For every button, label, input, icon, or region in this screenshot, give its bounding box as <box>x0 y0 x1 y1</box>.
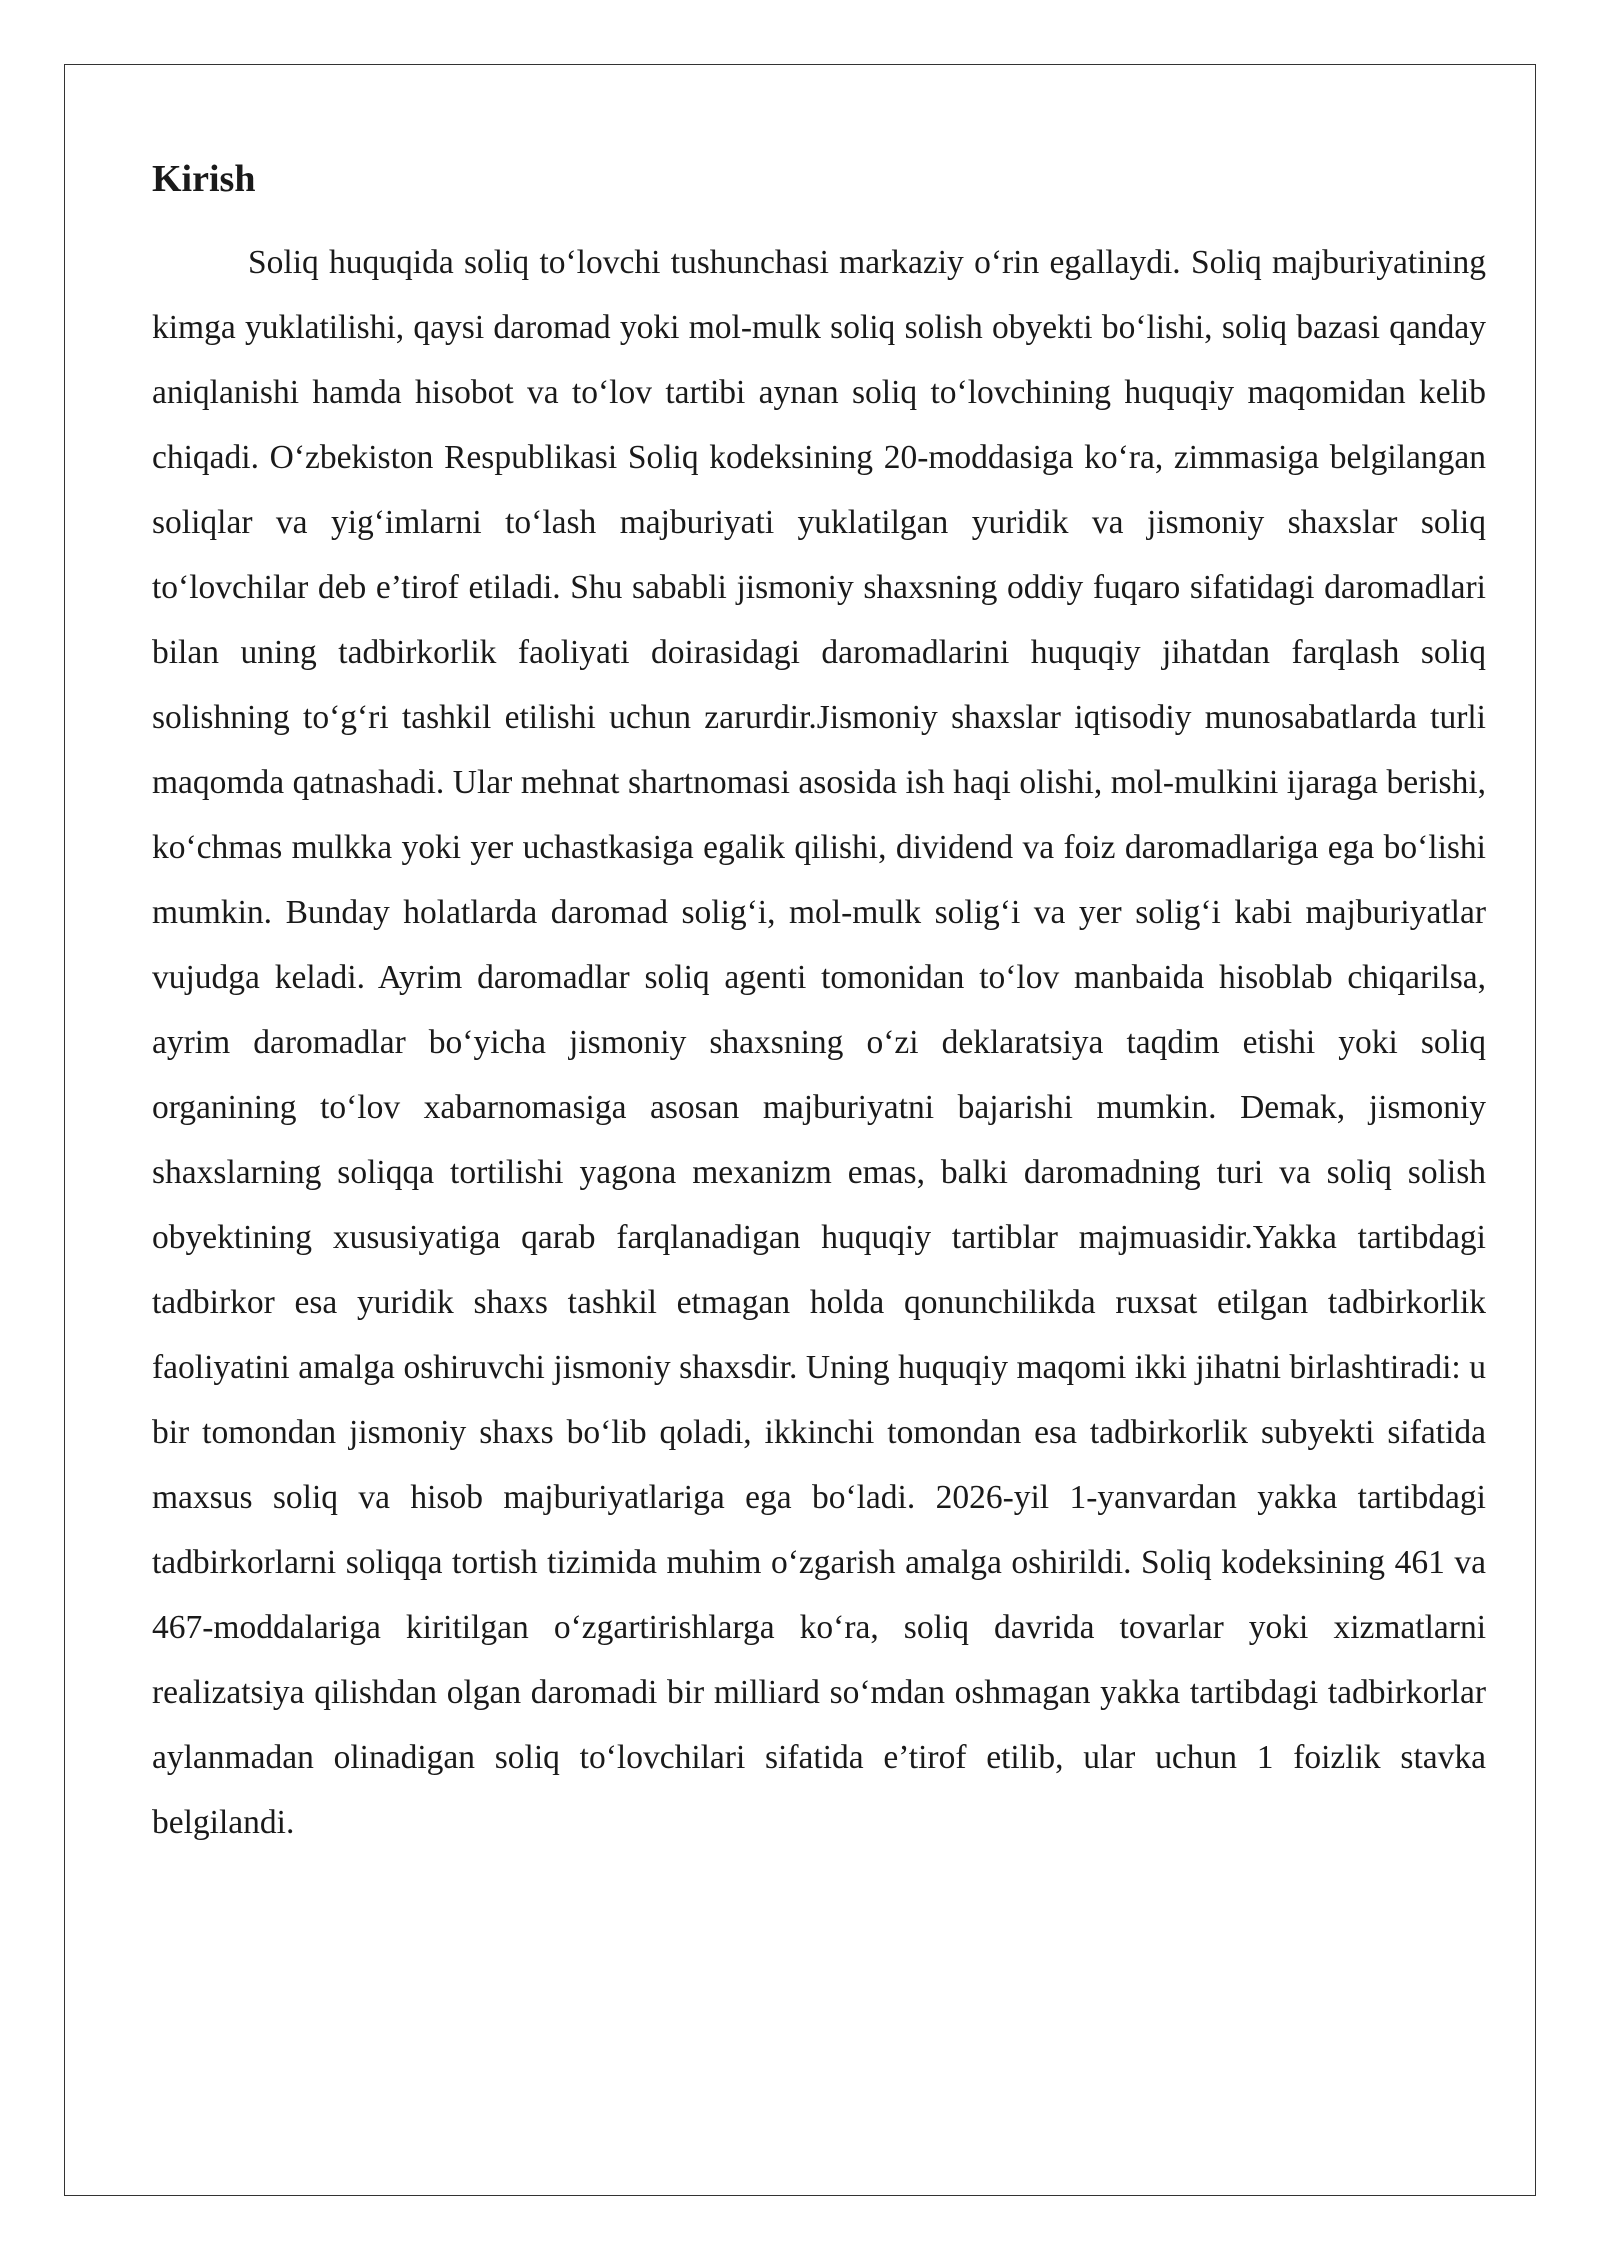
document-body <box>152 150 1486 1855</box>
section-heading: Kirish <box>152 158 256 200</box>
body-paragraph: Soliq huquqida soliq to‘lovchi tushunchasi markaziy o‘rin egallaydi. Soliq majburiyatining kimga yuklatilishi, qaysi daromad yoki mol-mulk soliq solish obyekti bo‘lishi, soliq bazasi qanday aniqlanishi hamda hisobot va to‘lov tartibi aynan soliq to‘lovchining huquqiy maqomidan kelib chiqadi. O‘zbekiston Respublikasi Soliq kodeksining 20-moddasiga ko‘ra, zimmasiga belgilangan soliqlar va yig‘imlarni to‘lash majburiyati yuklatilgan yuridik va jismoniy shaxslar soliq to‘lovchilar deb e’tirof etiladi. Shu sababli jismoniy shaxsning oddiy fuqaro sifatidagi daromadlari bilan uning tadbirkorlik faoliyati doirasidagi daromadlarini huquqiy jihatdan farqlash soliq solishning to‘g‘ri tashkil etilishi uchun zarurdir.Jismoniy shaxslar iqtisodiy munosabatlarda turli maqomda qatnashadi. Ular mehnat shartnomasi asosida ish haqi olishi, mol-mulkini ijaraga berishi, ko‘chmas mulkka yoki yer uchastkasiga egalik qilishi, dividend va foiz daromadlariga ega bo‘lishi mumkin. Bunday holatlarda daromad solig‘i, mol-mulk solig‘i va yer solig‘i kabi majburiyatlar vujudga keladi. Ayrim daromadlar soliq agenti tomonidan to‘lov manbaida hisoblab chiqarilsa, ayrim daromadlar bo‘yicha jismoniy shaxsning o‘zi deklaratsiya taqdim etishi yoki soliq organining to‘lov xabarnomasiga asosan majburiyatni bajarishi mumkin. Demak, jismoniy shaxslarning soliqqa tortilishi yagona mexanizm emas, balki daromadning turi va soliq solish obyektining xususiyatiga qarab farqlanadigan huquqiy tartiblar majmuasidir.Yakka tartibdagi tadbirkor esa yuridik shaxs tashkil etmagan holda qonunchilikda ruxsat etilgan tadbirkorlik faoliyatini amalga oshiruvchi jismoniy shaxsdir. Uning huquqiy maqomi ikki jihatni birlashtiradi: u bir tomondan jismoniy shaxs bo‘lib qoladi, ikkinchi tomondan esa tadbirkorlik subyekti sifatida maxsus soliq va hisob majburiyatlariga ega bo‘ladi. 2026-yil 1-yanvardan yakka tartibdagi tadbirkorlarni soliqqa tortish tizimida muhim o‘zgarish amalga oshirildi. Soliq kodeksining 461 va 467-moddalariga kiritilgan o‘zgartirishlarga ko‘ra, soliq davrida tovarlar yoki xizmatlarni realizatsiya qilishdan olgan daromadi bir milliard so‘mdan oshmagan yakka tartibdagi tadbirkorlar aylanmadan olinadigan soliq to‘lovchilari sifatida e’tirof etilib, ular uchun 1 foizlik stavka belgilandi. <box>152 244 1486 1841</box>
